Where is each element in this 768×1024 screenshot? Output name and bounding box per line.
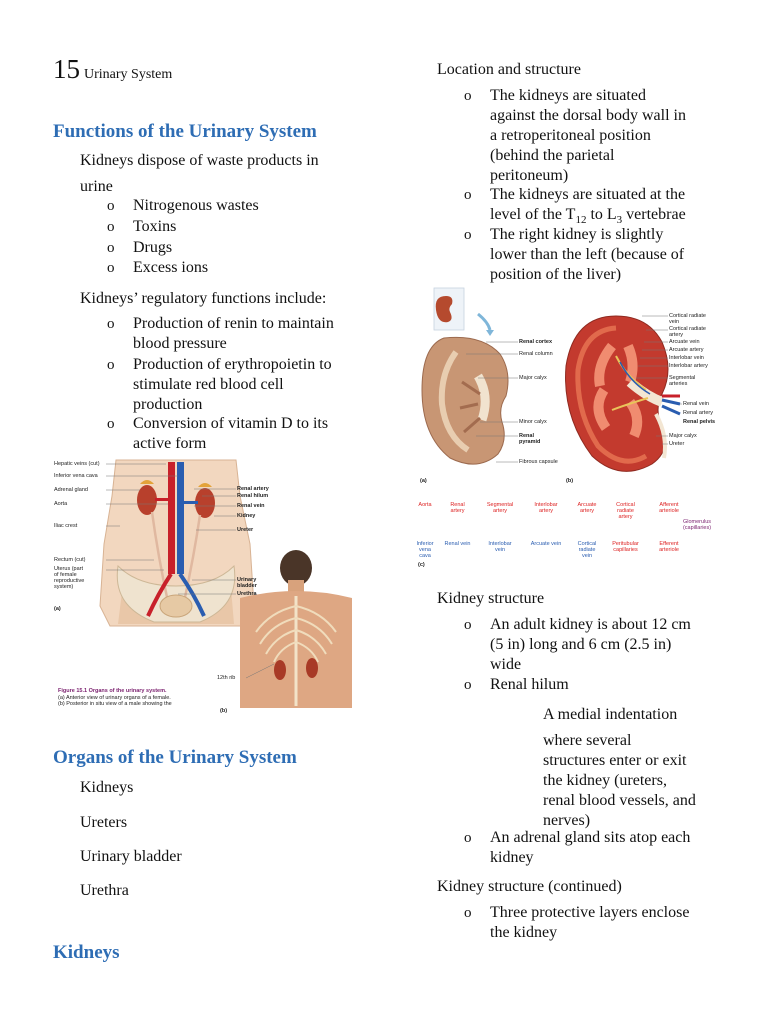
chapter-number: 15	[53, 54, 80, 84]
functions-heading: Functions of the Urinary System	[53, 121, 317, 142]
subscript: 12	[575, 214, 587, 227]
flow-step: Arcuate artery	[577, 502, 597, 514]
figure-label: arteries	[669, 381, 688, 387]
flow-step: Efferent arteriole	[659, 541, 679, 553]
sub-item-line: The kidneys are situated at the	[490, 186, 686, 203]
flow-step: Arcuate vein	[530, 541, 562, 547]
sub-item-line: stimulate red blood cell	[133, 376, 284, 393]
functions-bullet-1-line1: Kidneys dispose of waste products in	[80, 152, 319, 169]
sub-item: Nitrogenous wastes	[133, 197, 259, 214]
figure-label: Ureter	[237, 527, 254, 533]
circle-icon: o	[464, 677, 472, 693]
flow-step: Peritubular capillaries	[612, 541, 639, 553]
sub-item-line: active form	[133, 435, 207, 452]
figure-label: Adrenal gland	[54, 487, 88, 493]
figure-label: Rectum (cut)	[54, 557, 86, 563]
circle-icon: o	[107, 260, 115, 276]
sub-item-line: peritoneum)	[490, 167, 569, 184]
sub-item-line: the kidney	[490, 924, 558, 941]
figure-label: Major calyx	[669, 433, 697, 439]
figure-label: Aorta	[54, 501, 68, 507]
circle-icon: o	[107, 316, 115, 332]
sub-item	[133, 414, 328, 454]
sub-item-line: (5 in) long and 6 cm (2.5 in)	[490, 636, 672, 653]
sub-item-line: Production of erythropoietin to	[133, 356, 332, 373]
kidney-cont-title: Kidney structure (continued)	[437, 878, 622, 895]
location-sub-1	[490, 86, 686, 186]
figure-label: Major calyx	[519, 375, 547, 381]
flow-step: Interlobar vein	[488, 541, 512, 553]
figure-label: Renal cortex	[519, 339, 553, 345]
flow-step: Cortical radiate vein	[577, 541, 597, 559]
kidney-structure-sub-3	[490, 828, 690, 868]
chapter-title: Urinary System	[84, 67, 173, 82]
flow-step: Cortical radiate artery	[616, 502, 635, 520]
sub-item-line: (behind the parietal	[490, 147, 615, 164]
sub-item-line: structures enter or exit	[543, 752, 687, 769]
sub-item: Excess ions	[133, 259, 209, 276]
sub-item-line: kidney	[490, 849, 534, 866]
circle-icon: o	[464, 88, 472, 104]
sub-item-line: Three protective layers enclose	[490, 904, 690, 921]
flow-step: Renal artery	[450, 502, 465, 514]
kidney-structure-sub-2: Renal hilum	[490, 676, 569, 693]
caption-line: Figure 15.1 Organs of the urinary system.	[58, 688, 167, 694]
sub-item: Drugs	[133, 239, 173, 256]
urinary-organs-illustration	[54, 456, 354, 714]
flow-step: Aorta	[418, 502, 432, 508]
sub-item-line: where several	[543, 732, 632, 749]
circle-icon: o	[464, 905, 472, 921]
panel-label: (a)	[54, 606, 61, 612]
panel-label: (a)	[420, 478, 427, 484]
figure-label: reproductive	[54, 578, 85, 584]
figure-label: pyramid	[519, 439, 541, 445]
figure-kidney-anatomy	[416, 286, 716, 572]
figure-label: Fibrous capsule	[519, 459, 558, 465]
figure-label: Renal pelvis	[683, 419, 716, 425]
kidney-structure-sub-1	[490, 615, 691, 675]
sub-item-line: Production of renin to maintain	[133, 315, 334, 332]
figure-label: Renal	[519, 433, 534, 439]
figure-label: Ureter	[669, 441, 685, 447]
flow-step: Renal vein	[444, 541, 471, 547]
sub-item-line: An adult kidney is about 12 cm	[490, 616, 691, 633]
sub-item-line: The kidneys are situated	[490, 87, 646, 104]
organ-item: Ureters	[80, 814, 128, 831]
caption-line: (a) Anterior view of urinary organs of a female.	[58, 694, 171, 701]
circle-icon: o	[464, 830, 472, 846]
flow-step: Segmental artery	[486, 502, 514, 514]
figure-label: artery	[669, 332, 684, 338]
figure-label: system)	[54, 584, 74, 590]
text-run: to L	[586, 206, 617, 223]
figure-label: Interlobar vein	[669, 355, 704, 361]
figure-label: Urethra	[237, 591, 257, 597]
subscript: 3	[616, 214, 623, 227]
circle-icon: o	[107, 219, 115, 235]
sub-item-line: nerves)	[543, 812, 591, 829]
organ-item: Kidneys	[80, 779, 134, 796]
figure-label: Renal vein	[683, 401, 709, 407]
flow-step: Glomerulus (capillaries)	[682, 519, 712, 531]
figure-label: Segmental	[669, 375, 696, 381]
sub-item-line: Conversion of vitamin D to its	[133, 415, 329, 432]
figure-label: Hepatic veins (cut)	[54, 461, 100, 467]
panel-label: (b)	[566, 478, 574, 484]
figure-label: Urinary	[237, 577, 257, 583]
functions-bullet-1-line2: urine	[80, 178, 113, 195]
circle-icon: o	[464, 187, 472, 203]
text-run: level of the T	[490, 206, 576, 223]
kidneys-heading: Kidneys	[53, 942, 120, 963]
flow-step: Interlobar artery	[534, 502, 558, 514]
sub-item-line: wide	[490, 656, 522, 673]
figure-label: 12th rib	[217, 675, 236, 681]
organs-heading: Organs of the Urinary System	[53, 747, 297, 768]
organ-item: Urinary bladder	[80, 848, 182, 865]
sub-item	[133, 314, 334, 354]
organ-item: Urethra	[80, 882, 129, 899]
sub-item: Toxins	[133, 218, 177, 235]
location-sub-3	[490, 225, 684, 285]
figure-label: Renal hilum	[237, 493, 269, 499]
figure-label: of female	[54, 572, 77, 578]
figure-label: Interlobar artery	[669, 363, 708, 369]
sub-item-line: against the dorsal body wall in	[490, 107, 686, 124]
figure-label: Arcuate artery	[669, 347, 704, 353]
figure-urinary-organs	[54, 456, 354, 714]
figure-label: Renal artery	[683, 410, 713, 416]
circle-icon: o	[107, 416, 115, 432]
figure-label: Renal artery	[237, 486, 269, 492]
figure-label: Renal column	[519, 351, 553, 357]
location-title: Location and structure	[437, 61, 581, 78]
figure-label: bladder	[237, 583, 257, 589]
panel-label: (c)	[418, 562, 425, 568]
panel-label: (b)	[220, 708, 228, 714]
circle-icon: o	[464, 617, 472, 633]
figure-label: Cortical radiate	[669, 313, 706, 319]
sub-item-line: An adrenal gland sits atop each	[490, 829, 691, 846]
circle-icon: o	[107, 357, 115, 373]
figure-label: Minor calyx	[519, 419, 547, 425]
caption-line: (b) Posterior in situ view of a male showing the	[58, 701, 172, 707]
figure-label: Arcuate vein	[669, 339, 700, 345]
kidney-structure-title: Kidney structure	[437, 590, 545, 607]
chapter-header	[53, 55, 172, 83]
circle-icon: o	[107, 240, 115, 256]
figure-label: Cortical radiate	[669, 326, 706, 332]
figure-label: vein	[669, 319, 680, 325]
sub-item-line: position of the liver)	[490, 266, 622, 283]
figure-caption	[58, 688, 172, 708]
sub-item-line: blood pressure	[133, 335, 227, 352]
figure-label: Inferior vena cava	[54, 473, 98, 479]
hilum-detail	[543, 705, 696, 831]
text-run: vertebrae	[622, 206, 686, 223]
sub-item	[133, 355, 332, 415]
flow-step: Inferior vena cava	[416, 541, 434, 559]
functions-bullet-2: Kidneys’ regulatory functions include:	[80, 290, 327, 307]
sub-item-line: production	[133, 396, 203, 413]
figure-label: Kidney	[237, 513, 256, 519]
figure-label: Renal vein	[237, 503, 265, 509]
circle-icon: o	[464, 227, 472, 243]
sub-item-line: A medial indentation	[543, 706, 678, 723]
sub-item-line: the kidney (ureters,	[543, 772, 667, 789]
figure-label: Iliac crest	[54, 523, 78, 529]
sub-item-line: a retroperitoneal position	[490, 127, 651, 144]
flow-step: Afferent arteriole	[659, 502, 679, 514]
kidney-cont-sub-1	[490, 903, 689, 943]
circle-icon: o	[107, 198, 115, 214]
sub-item-line: lower than the left (because of	[490, 246, 685, 263]
sub-item-line: renal blood vessels, and	[543, 792, 696, 809]
figure-label: Uterus (part	[54, 566, 84, 572]
location-sub-2	[490, 185, 686, 230]
sub-item-line: The right kidney is slightly	[490, 226, 664, 243]
